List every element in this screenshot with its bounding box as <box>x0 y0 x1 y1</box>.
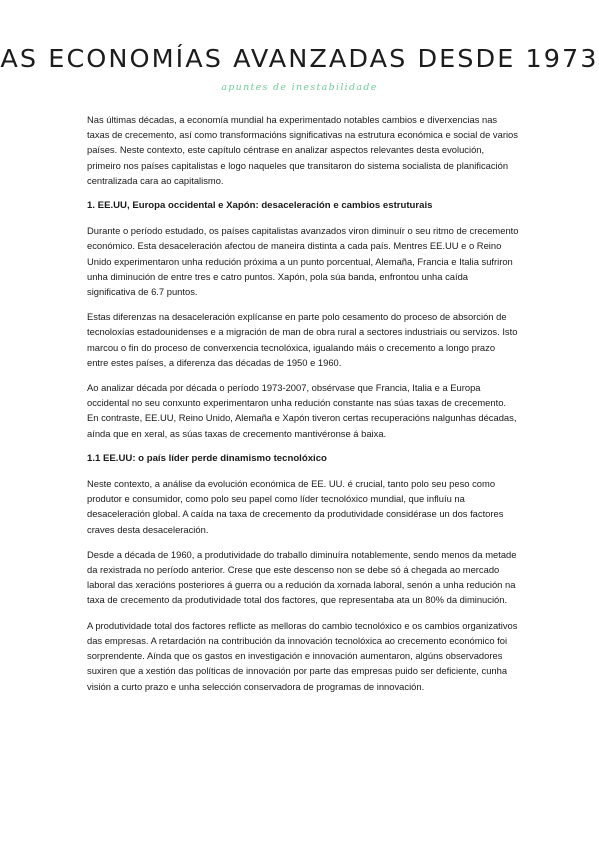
section-1-paragraph-3: Ao analizar década por década o período 1973-2007, obsérvase que Francia, Italia e a Europa occidental no seu conxunto experimentaron unha redución constante nas súas taxas de crecemento. En contraste, EE.UU, Reino Unido, Alemaña e Xapón tiveron certas recuperacións nalgunhas décadas, aínda que en xeral, as súas taxas de crecemento mantivéronse á baixa. <box>87 382 517 439</box>
intro-paragraph: Nas últimas décadas, a economía mundial ha experimentado notables cambios e diverxencias nas taxas de crecemento, así como transformacións significativas na estrutura económica e social de varios países. Neste contexto, este capítulo céntrase en analizar aspectos relevantes desta evolución, primeiro nos países capitalistas e logo naqueles que transitaron do sistema socialista de planificación centralizada cara ao capitalismo. <box>87 114 518 186</box>
section-1-1-paragraph-2: Desde a década de 1960, a produtividade do traballo diminuíra notablemente, sendo menos da metade da rexistrada no período anterior. Crese que este descenso non se debe só á chegada ao mercado laboral das xeracións posteriores á guerra ou a redución da xornada laboral, senón a unha redución na taxa de crecemento da produtividade total dos factores, que representaba ata un 80% da diminución. <box>87 548 517 606</box>
section-1-1-heading: 1.1 EE.UU: o país líder perde dinamismo tecnolóxico <box>87 452 327 464</box>
section-1-1-paragraph-3: A produtividade total dos factores reflicte as melloras do cambio tecnolóxico e os cambios organizativos das empresas. A retardación na contribución da innovación tecnolóxica ao crecemento económico foi sorprendente. Aínda que os gastos en investigación e innovación aumentaron, algúns observadores suxiren que a xestión das políticas de innovación por parte das empresas puido ser deficiente, cunha visión a curto prazo e unha selección conservadora de programas de innovación. <box>87 619 518 692</box>
section-1-paragraph-1: Durante o período estudado, os países capitalistas avanzados viron diminuír o seu ritmo de crecemento económico. Esta desaceleración afectou de maneira distinta a cada país. Mentres EE.UU e o Reino Unido experimentaron unha redución próxima a un punto porcentual, Alemaña, Francia e Italia sufriron unha diminución de entre tres e catro puntos. Xapón, pola súa banda, enfrontou unha caída significativa de 6.7 puntos. <box>87 225 519 298</box>
document-title: AS ECONOMÍAS AVANZADAS DESDE 1973 <box>0 44 599 73</box>
document-body <box>87 112 519 704</box>
section-1-1-paragraph-1: Neste contexto, a análise da evolución económica de EE. UU. é crucial, tanto polo seu peso como produtor e consumidor, como polo seu papel como líder tecnolóxico mundial, que influíu na desaceleración global. A caída na taxa de crecemento da produtividade considérase un dos factores craves desta desaceleración. <box>87 478 504 535</box>
section-1-paragraph-2: Estas diferenzas na desaceleración explícanse en parte polo cesamento do proceso de absorción de tecnoloxías estadounidenses e a migración de man de obra rural a sectores industriais ou servizos. Isto marcou o fin do proceso de converxencia tecnolóxica, igualando máis o crecemento a longo prazo entre estes países, a diferenza das décadas de 1950 e 1960. <box>87 311 518 368</box>
document-subtitle: apuntes de inestabilidade <box>221 82 378 93</box>
section-1-heading: 1. EE.UU, Europa occidental e Xapón: desaceleración e cambios estruturais <box>87 200 433 212</box>
